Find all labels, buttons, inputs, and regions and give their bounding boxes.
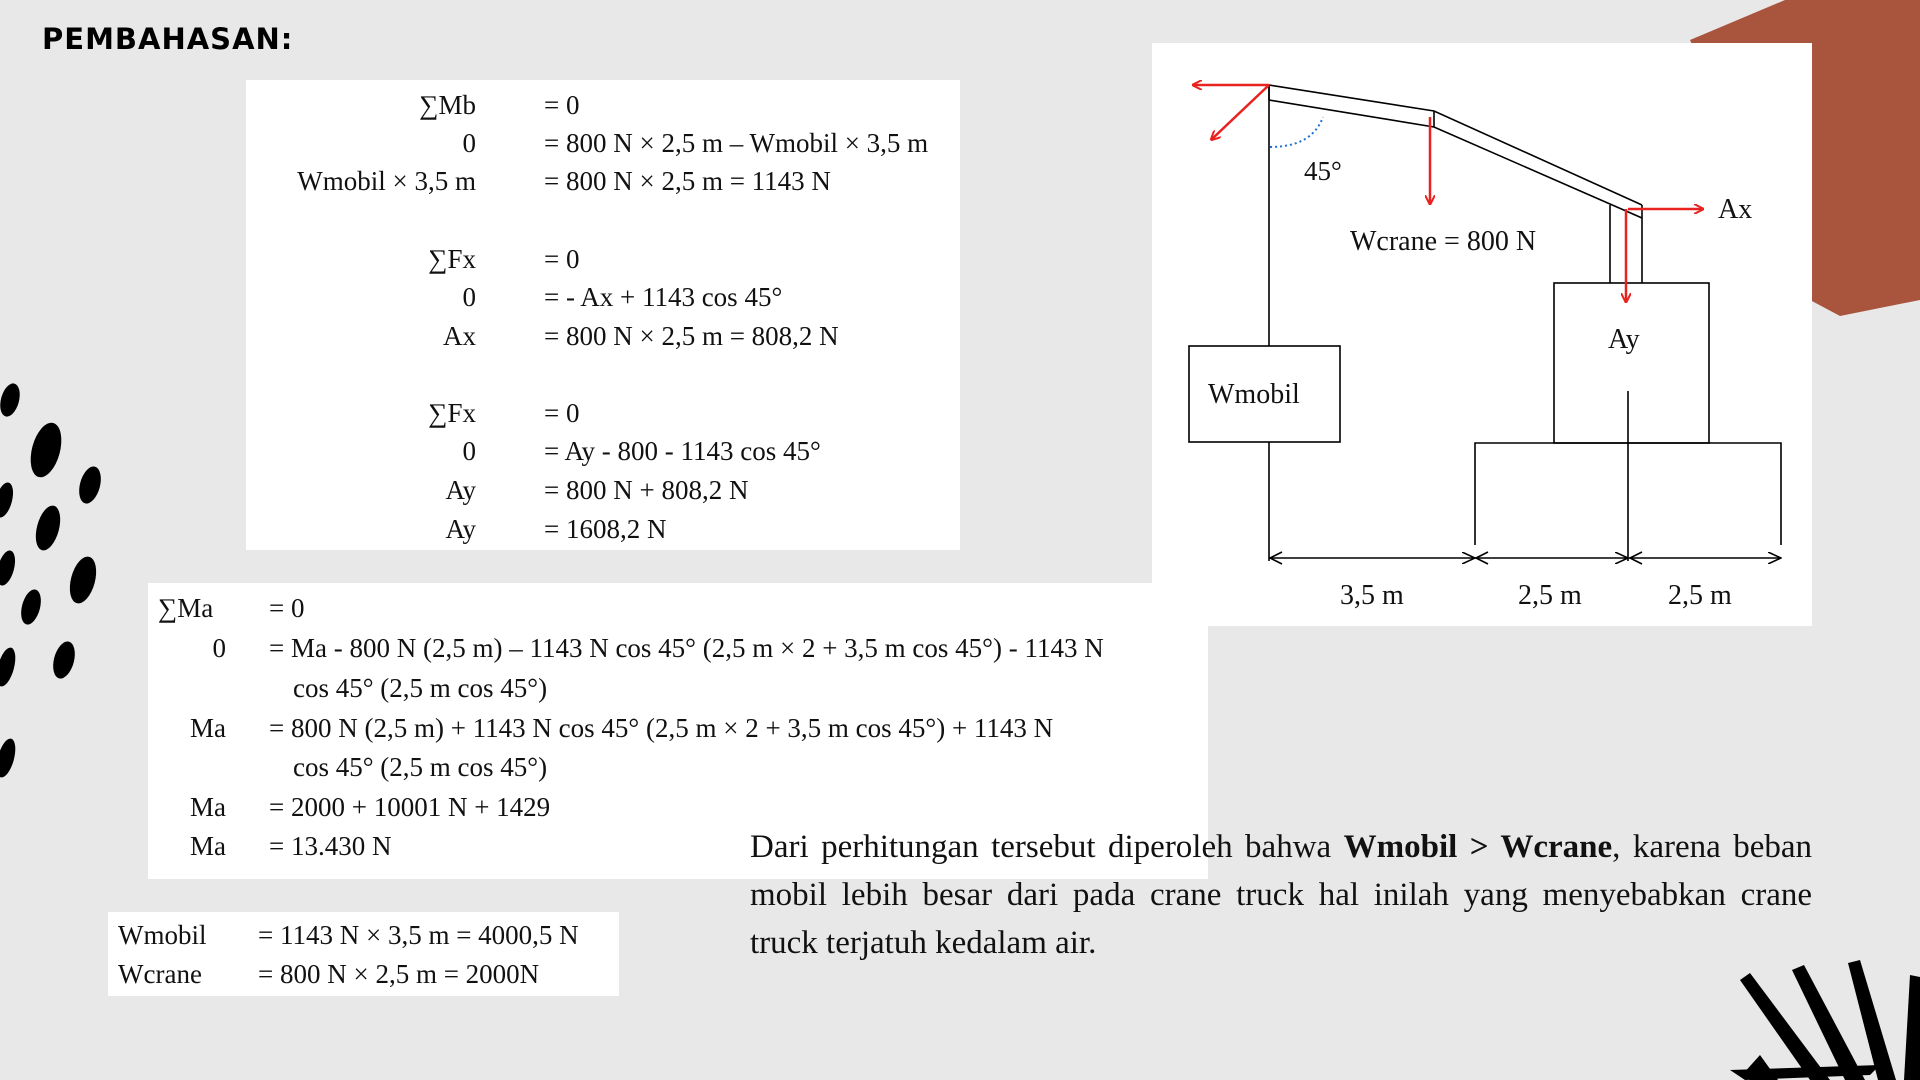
eq-lhs: ∑Fx [428, 398, 476, 428]
eq-lhs: Ay [445, 514, 476, 544]
ax-label: Ax [1718, 194, 1753, 225]
angle-label: 45° [1304, 156, 1342, 186]
eq-lhs: 0 [462, 436, 476, 466]
eq-rhs-continued: cos 45° (2,5 m cos 45°) [293, 752, 548, 782]
eq-lhs: ∑Fx [428, 244, 476, 274]
eq-rhs: = 800 N × 2,5 m = 2000N [258, 959, 540, 989]
eq-rhs: = 800 N × 2,5 m = 1143 N [544, 166, 831, 196]
dimension-label: 2,5 m [1518, 580, 1582, 611]
truck-cabin [1554, 283, 1709, 443]
eq-rhs: = 0 [269, 593, 305, 623]
black-grass-decoration [1720, 955, 1920, 1080]
force-arrow-diagonal [1212, 85, 1269, 139]
page-heading: PEMBAHASAN: [42, 22, 294, 56]
equation-panel-moments-b [246, 80, 960, 550]
eq-rhs: = 800 N + 808,2 N [544, 475, 749, 505]
eq-lhs: Ma [190, 713, 226, 743]
eq-lhs: ∑Ma [158, 593, 214, 623]
conclusion-text: , karena beban mobil lebih besar dari pada crane truck hal inilah yang menyebabkan crane truck terjatuh kedalam air. [750, 829, 1812, 961]
crane-diagram-panel [1152, 43, 1812, 626]
wmobil-label: Wmobil [1208, 379, 1300, 410]
dimension-label: 3,5 m [1340, 580, 1404, 611]
black-dots-decoration [0, 370, 110, 790]
eq-lhs: Ay [445, 475, 476, 505]
eq-lhs: Ma [190, 831, 226, 861]
eq-rhs: = 0 [544, 244, 580, 274]
eq-lhs: 0 [462, 128, 476, 158]
eq-rhs: = 800 N (2,5 m) + 1143 N cos 45° (2,5 m × 2 + 3,5 m cos 45°) + 1143 N [269, 713, 1054, 743]
dimension-label: 2,5 m [1668, 580, 1732, 611]
eq-lhs: Wmobil × 3,5 m [297, 166, 476, 196]
eq-rhs: = Ma - 800 N (2,5 m) – 1143 N cos 45° (2,5 m × 2 + 3,5 m cos 45°) - 1143 N [269, 633, 1104, 663]
eq-lhs: ∑Mb [419, 90, 476, 120]
conclusion-paragraph [750, 823, 1812, 967]
eq-rhs: = - Ax + 1143 cos 45° [544, 282, 783, 312]
angle-arc [1270, 117, 1323, 147]
eq-rhs: = 0 [544, 398, 580, 428]
wcrane-label: Wcrane = 800 N [1350, 226, 1537, 257]
eq-rhs: = 0 [544, 90, 580, 120]
equation-panel-weights [108, 912, 619, 996]
eq-rhs: = 800 N × 2,5 m – Wmobil × 3,5 m [544, 128, 929, 158]
eq-lhs: 0 [462, 282, 476, 312]
eq-lhs: Ax [443, 321, 476, 351]
eq-rhs: = 1143 N × 3,5 m = 4000,5 N [258, 920, 579, 950]
conclusion-emphasis: Wmobil > Wcrane [1343, 829, 1613, 865]
eq-rhs: = 2000 + 10001 N + 1429 [269, 792, 551, 822]
crane-boom [1269, 85, 1642, 218]
eq-rhs: = Ay - 800 - 1143 cos 45° [544, 436, 821, 466]
eq-rhs: = 13.430 N [269, 831, 392, 861]
eq-lhs: Ma [190, 792, 226, 822]
eq-lhs: 0 [212, 633, 226, 663]
eq-lhs: Wmobil [118, 920, 207, 950]
crane-diagram [1152, 43, 1812, 626]
eq-rhs: = 800 N × 2,5 m = 808,2 N [544, 321, 839, 351]
eq-rhs-continued: cos 45° (2,5 m cos 45°) [293, 673, 548, 703]
ay-label: Ay [1608, 324, 1640, 355]
eq-lhs: Wcrane [118, 959, 202, 989]
conclusion-text: Dari perhitungan tersebut diperoleh bahwa [750, 829, 1344, 865]
eq-rhs: = 1608,2 N [544, 514, 667, 544]
